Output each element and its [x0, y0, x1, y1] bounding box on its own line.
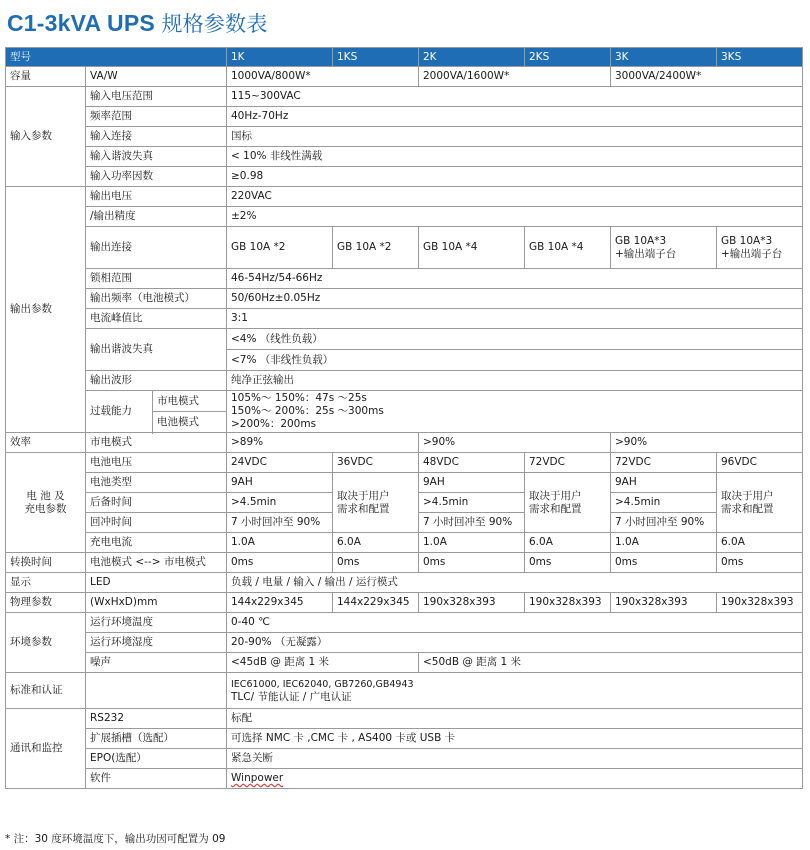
output-row — [6, 187, 803, 207]
group-label: 标准和认证 — [6, 673, 86, 709]
value-cell: 0ms — [611, 553, 717, 573]
value-cell: 190x328x393 — [419, 593, 525, 613]
line: 充电参数 — [24, 502, 67, 515]
group-label: 显示 — [6, 573, 86, 593]
value-cell: 144x229x345 — [227, 593, 333, 613]
value-cell: 220VAC — [227, 187, 803, 207]
efficiency-row — [6, 433, 803, 453]
value-cell: 2000VA/1600W* — [419, 67, 611, 87]
model-1k: 1K — [227, 48, 333, 67]
value-cell: 6.0A — [333, 533, 419, 553]
group-label: 效率 — [6, 433, 86, 453]
output-row — [6, 269, 803, 289]
value-cell: 7 小时回冲至 90% — [611, 513, 717, 533]
value-cell — [227, 769, 803, 789]
param-label: 回冲时间 — [86, 513, 227, 533]
param-label: 电流峰值比 — [86, 309, 227, 329]
param-label: RS232 — [86, 709, 227, 729]
param-label: 输出频率（电池模式） — [86, 289, 227, 309]
value-cell: 0ms — [227, 553, 333, 573]
line: TLC/ 节能认证 / 广电认证 — [231, 690, 352, 703]
line: >200%：200ms — [231, 418, 317, 430]
model-3ks: 3KS — [717, 48, 803, 67]
comm-row — [6, 729, 803, 749]
header-label: 型号 — [6, 48, 227, 67]
param-label: 输出谐波失真 — [86, 329, 227, 371]
value-cell: 190x328x393 — [611, 593, 717, 613]
value-cell: >4.5min — [611, 493, 717, 513]
output-row — [6, 207, 803, 227]
environment-row — [6, 633, 803, 653]
output-row — [6, 329, 803, 350]
value-cell: 纯净正弦输出 — [227, 371, 803, 391]
group-label: 容量 — [6, 67, 86, 87]
value-cell — [227, 391, 803, 433]
value-cell: >90% — [419, 433, 611, 453]
header-row — [6, 48, 803, 67]
param-label: VA/W — [86, 67, 227, 87]
param-label: 市电模式 — [86, 433, 227, 453]
value-cell: 0ms — [525, 553, 611, 573]
value-cell: 96VDC — [717, 453, 803, 473]
value-cell — [333, 473, 419, 533]
value-cell: <45dB @ 距离 1 米 — [227, 653, 419, 673]
output-row — [6, 227, 803, 269]
param-label: LED — [86, 573, 227, 593]
physical-row — [6, 593, 803, 613]
line: 取决于用户 — [337, 489, 390, 502]
output-row — [6, 309, 803, 329]
param-label: 软件 — [86, 769, 227, 789]
param-label: 锁相范围 — [86, 269, 227, 289]
param-label: 输入连接 — [86, 127, 227, 147]
line: IEC61000, IEC62040, GB7260,GB4943 — [231, 678, 414, 690]
group-label: 通讯和监控 — [6, 709, 86, 789]
param-label: EPO(选配） — [86, 749, 227, 769]
value-cell — [227, 673, 803, 709]
param-label: /输出精度 — [86, 207, 227, 227]
input-row — [6, 167, 803, 187]
comm-row — [6, 749, 803, 769]
value-cell: 9AH — [611, 473, 717, 493]
param-label: 输入功率因数 — [86, 167, 227, 187]
value-cell: 1.0A — [611, 533, 717, 553]
page-title — [7, 8, 268, 38]
comm-row — [6, 709, 803, 729]
sub-label: 电池模式 — [153, 412, 227, 433]
value-cell: 40Hz-70Hz — [227, 107, 803, 127]
value-cell: GB 10A *2 — [333, 227, 419, 269]
param-label: 后备时间 — [86, 493, 227, 513]
value-cell: 46-54Hz/54-66Hz — [227, 269, 803, 289]
param-label: 输入电压范围 — [86, 87, 227, 107]
output-row — [6, 371, 803, 391]
standards-row — [6, 673, 803, 709]
sub-label: 市电模式 — [153, 391, 227, 412]
value-cell: 72VDC — [611, 453, 717, 473]
value-cell — [717, 473, 803, 533]
param-label: 输出连接 — [86, 227, 227, 269]
value-cell: < 10% 非线性满载 — [227, 147, 803, 167]
model-2k: 2K — [419, 48, 525, 67]
value-cell: 36VDC — [333, 453, 419, 473]
param-label: 电池电压 — [86, 453, 227, 473]
param-label: 充电电流 — [86, 533, 227, 553]
value-cell: 0ms — [333, 553, 419, 573]
value-cell: 0ms — [717, 553, 803, 573]
value-cell: 1.0A — [227, 533, 333, 553]
value-cell: >4.5min — [419, 493, 525, 513]
comm-row — [6, 769, 803, 789]
line: +输出端子台 — [615, 247, 677, 260]
value-cell: 50/60Hz±0.05Hz — [227, 289, 803, 309]
value-cell: GB 10A *4 — [525, 227, 611, 269]
group-label: 输出参数 — [6, 187, 86, 433]
line: 需求和配置 — [721, 502, 774, 515]
param-label: 输入谐波失真 — [86, 147, 227, 167]
value-cell: 7 小时回冲至 90% — [227, 513, 333, 533]
output-row — [6, 391, 803, 412]
line: 取决于用户 — [529, 489, 582, 502]
value-cell: 1.0A — [419, 533, 525, 553]
value-cell: 国标 — [227, 127, 803, 147]
value-cell: 可选择 NMC 卡 ,CMC 卡 , AS400 卡或 USB 卡 — [227, 729, 803, 749]
battery-row — [6, 453, 803, 473]
value-cell: 72VDC — [525, 453, 611, 473]
value-cell: 20-90% （无凝露） — [227, 633, 803, 653]
value-cell: 6.0A — [717, 533, 803, 553]
param-label: (WxHxD)mm — [86, 593, 227, 613]
line: 105%～ 150%：47s ～25s — [231, 392, 367, 404]
value-cell: 190x328x393 — [525, 593, 611, 613]
value-cell: >4.5min — [227, 493, 333, 513]
value-cell: >90% — [611, 433, 803, 453]
battery-row — [6, 473, 803, 493]
title-cn: 规格参数表 — [161, 12, 268, 36]
param-label: 过载能力 — [86, 391, 153, 433]
value-cell: 190x328x393 — [717, 593, 803, 613]
value-cell: 9AH — [419, 473, 525, 493]
input-row — [6, 87, 803, 107]
transfer-row — [6, 553, 803, 573]
param-label: 频率范围 — [86, 107, 227, 127]
capacity-row — [6, 67, 803, 87]
param-label: 电池类型 — [86, 473, 227, 493]
value-cell: 标配 — [227, 709, 803, 729]
value-cell: 0ms — [419, 553, 525, 573]
group-label — [6, 453, 86, 553]
value-cell: GB 10A *4 — [419, 227, 525, 269]
value-cell: 6.0A — [525, 533, 611, 553]
environment-row — [6, 613, 803, 633]
value-cell: 9AH — [227, 473, 333, 493]
model-3k: 3K — [611, 48, 717, 67]
input-row — [6, 127, 803, 147]
line: GB 10A*3 — [615, 234, 667, 247]
line: 电 池 及 — [26, 489, 65, 502]
software-name: Winpower — [231, 772, 284, 784]
model-2ks: 2KS — [525, 48, 611, 67]
value-cell: 115~300VAC — [227, 87, 803, 107]
value-cell: 负载 / 电量 / 输入 / 输出 / 运行模式 — [227, 573, 803, 593]
line: 150%～ 200%：25s ～300ms — [231, 405, 384, 417]
group-label: 转换时间 — [6, 553, 86, 573]
value-cell: 3000VA/2400W* — [611, 67, 803, 87]
battery-row — [6, 533, 803, 553]
line: 取决于用户 — [721, 489, 774, 502]
param-label: 输出波形 — [86, 371, 227, 391]
value-cell: <4% （线性负载） — [227, 329, 803, 350]
value-cell: 24VDC — [227, 453, 333, 473]
param-label: 输出电压 — [86, 187, 227, 207]
value-cell: <50dB @ 距离 1 米 — [419, 653, 803, 673]
display-row — [6, 573, 803, 593]
value-cell: ≥0.98 — [227, 167, 803, 187]
param-label — [86, 673, 227, 709]
spec-table — [5, 47, 803, 789]
value-cell — [525, 473, 611, 533]
value-cell: 7 小时回冲至 90% — [419, 513, 525, 533]
value-cell: ±2% — [227, 207, 803, 227]
param-label: 扩展插槽（选配） — [86, 729, 227, 749]
group-label: 物理参数 — [6, 593, 86, 613]
value-cell: <7% （非线性负载） — [227, 350, 803, 371]
param-label: 电池模式 <--> 市电模式 — [86, 553, 227, 573]
value-cell: 1000VA/800W* — [227, 67, 419, 87]
group-label: 输入参数 — [6, 87, 86, 187]
value-cell: 3:1 — [227, 309, 803, 329]
param-label: 运行环境湿度 — [86, 633, 227, 653]
value-cell: GB 10A *2 — [227, 227, 333, 269]
footnote: * 注：30 度环境温度下，输出功因可配置为 09 — [5, 833, 226, 845]
value-cell: 0-40 ℃ — [227, 613, 803, 633]
model-1ks: 1KS — [333, 48, 419, 67]
value-cell: >89% — [227, 433, 419, 453]
value-cell — [611, 227, 717, 269]
line: +输出端子台 — [721, 247, 783, 260]
output-row — [6, 289, 803, 309]
environment-row — [6, 653, 803, 673]
value-cell: 144x229x345 — [333, 593, 419, 613]
input-row — [6, 107, 803, 127]
param-label: 运行环境温度 — [86, 613, 227, 633]
input-row — [6, 147, 803, 167]
line: GB 10A*3 — [721, 234, 773, 247]
value-cell: 紧急关断 — [227, 749, 803, 769]
param-label: 噪声 — [86, 653, 227, 673]
line: 需求和配置 — [529, 502, 582, 515]
line: 需求和配置 — [337, 502, 390, 515]
title-model: C1-3kVA UPS — [7, 10, 155, 36]
value-cell — [717, 227, 803, 269]
group-label: 环境参数 — [6, 613, 86, 673]
value-cell: 48VDC — [419, 453, 525, 473]
